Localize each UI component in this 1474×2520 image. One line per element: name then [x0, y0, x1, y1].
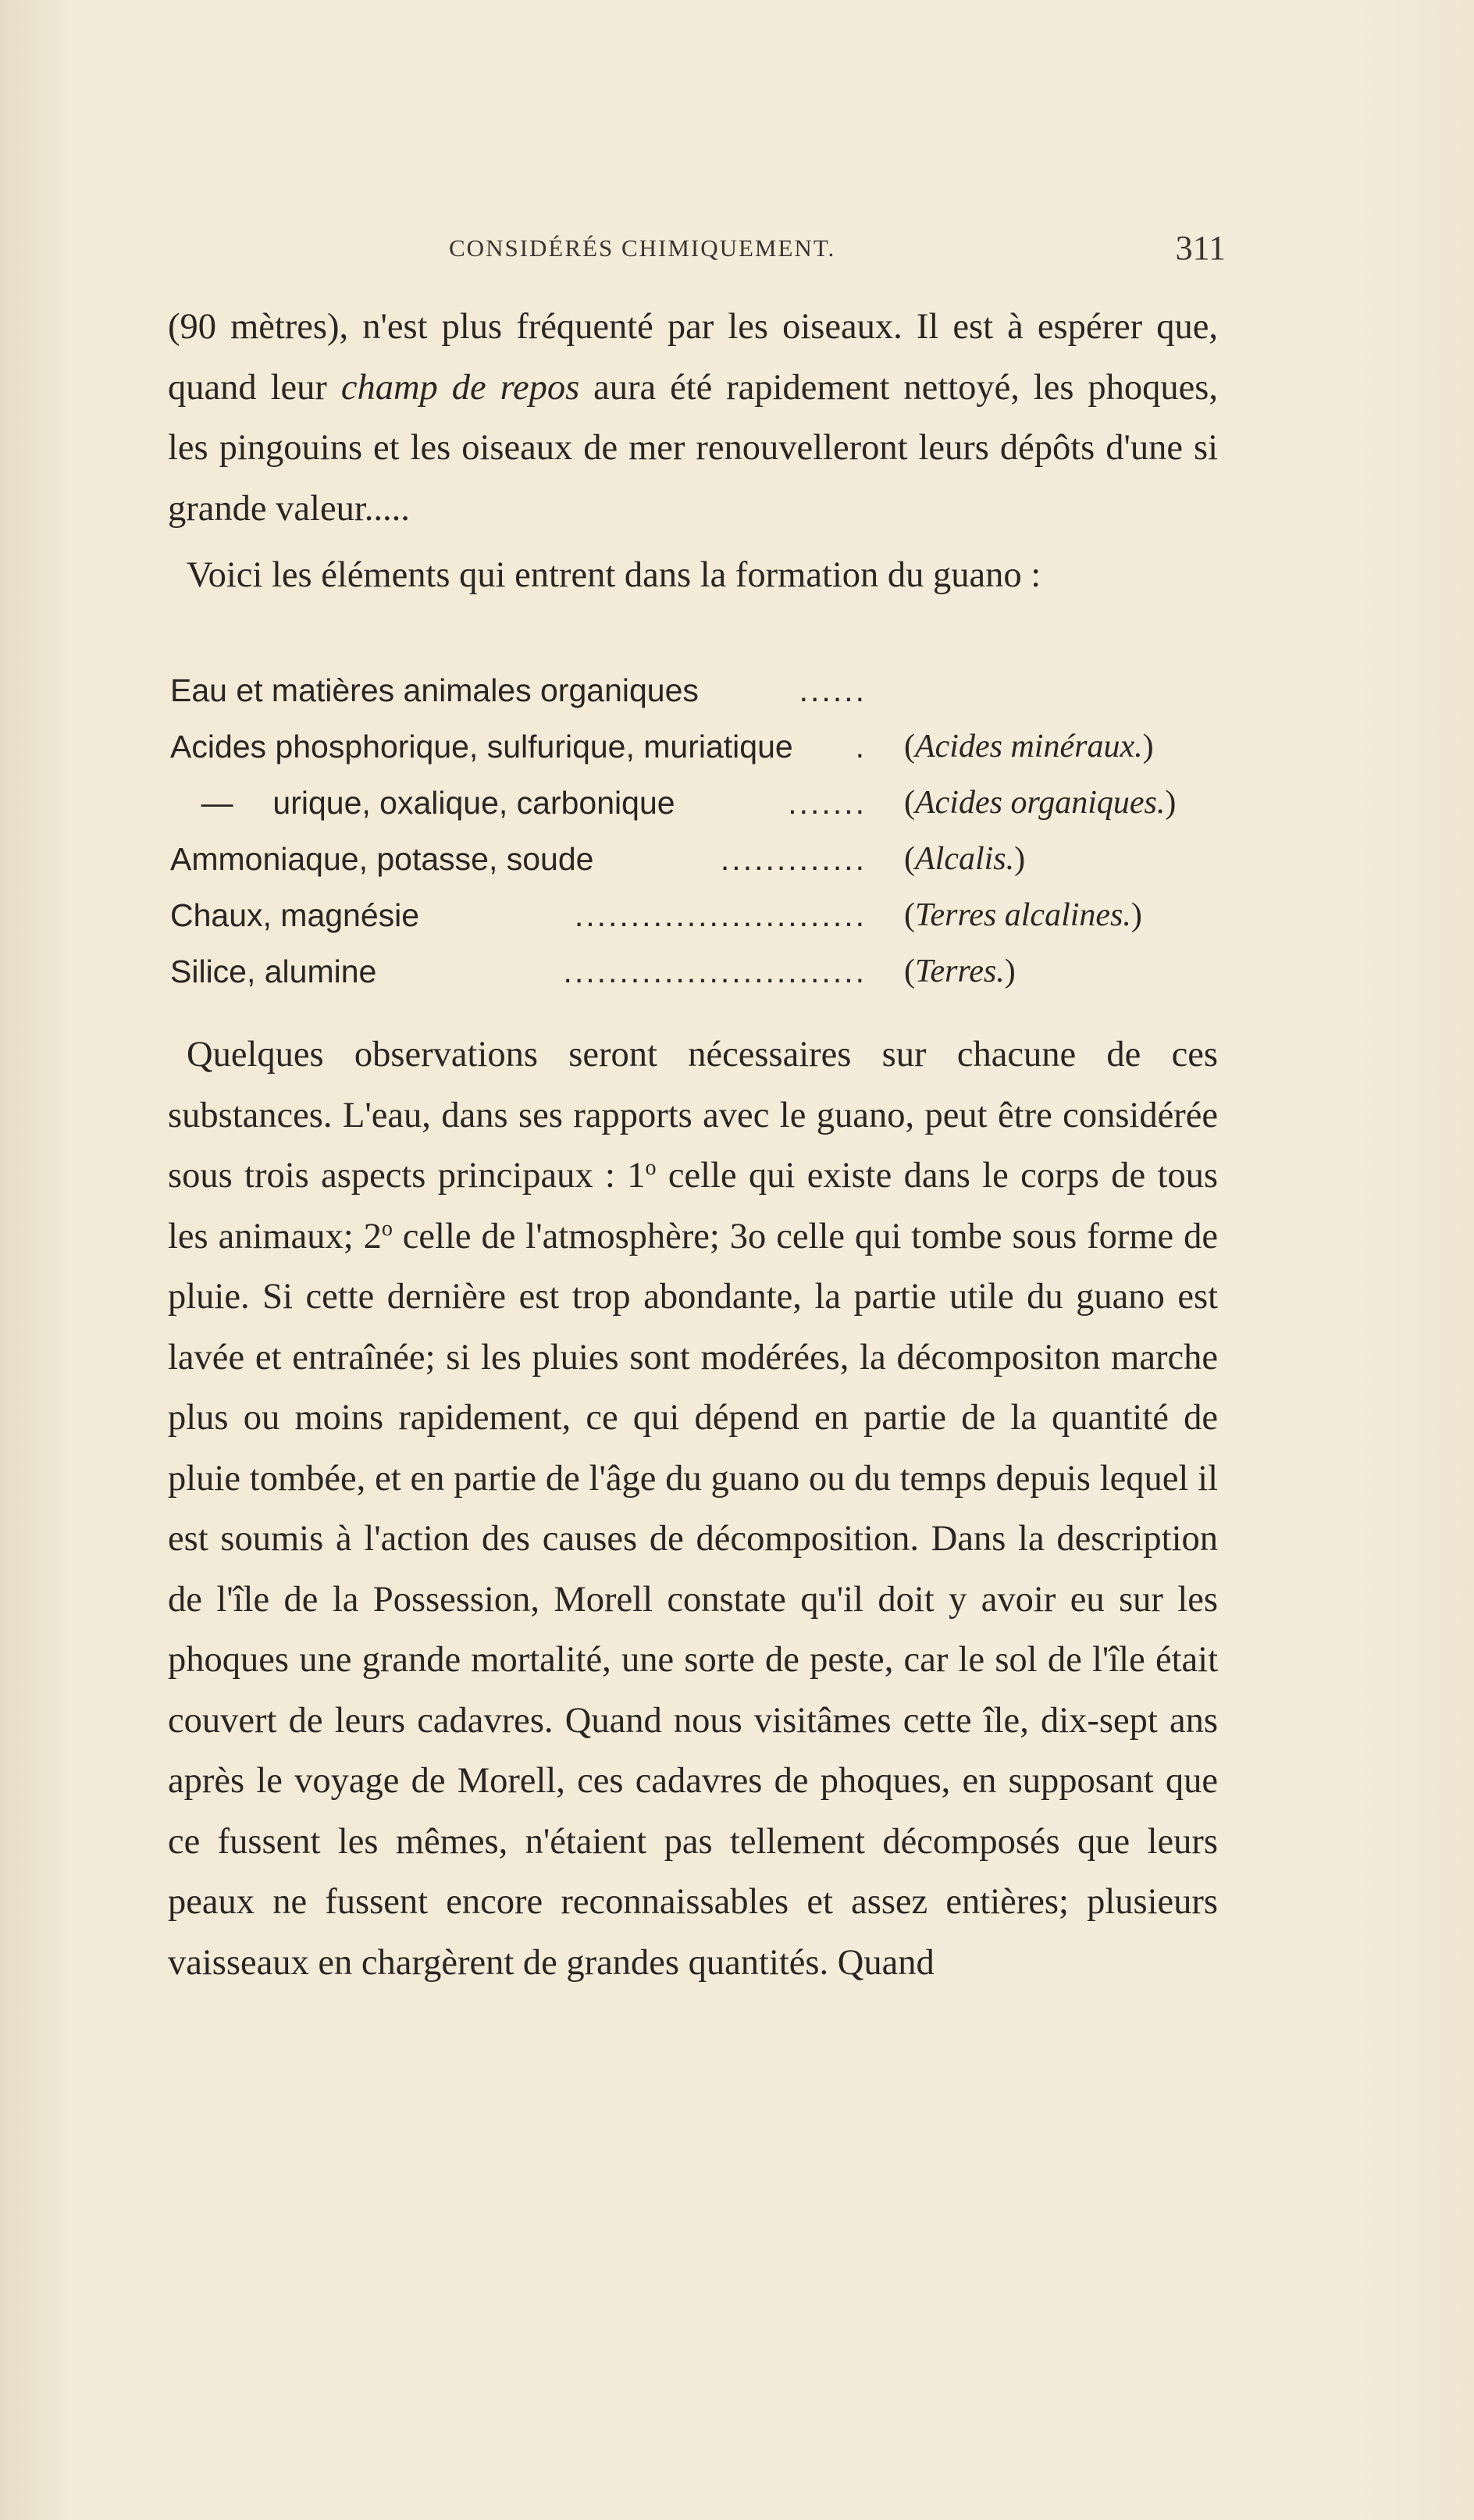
paragraph-intro: Voici les éléments qui entrent dans la formation du guano :	[187, 555, 1041, 595]
substance-label: Ammoniaque, potasse, soude	[170, 841, 594, 877]
paren-open: (	[904, 897, 915, 933]
substance-label: Chaux, magnésie	[170, 897, 420, 933]
class-label	[904, 718, 1154, 775]
paragraph-text: celle qui existe dans le corps de tous les animaux; 2	[168, 1156, 1218, 1256]
guano-elements-table	[170, 662, 1234, 1000]
ordinal-marker: o	[381, 1216, 393, 1241]
dot-leader: .	[855, 729, 867, 765]
page-number: 311	[1175, 229, 1226, 267]
class-name: Alcalis.	[915, 841, 1015, 877]
paren-close: )	[1004, 953, 1016, 989]
dot-leader: ..........................	[574, 897, 867, 933]
class-name: Acides minéraux.	[915, 729, 1143, 765]
class-label	[904, 887, 1142, 943]
substance-label: Eau et matières animales organiques	[170, 672, 699, 708]
table-row	[170, 775, 1234, 831]
class-name: Acides organiques.	[915, 785, 1166, 821]
ordinal-marker: o	[645, 1156, 657, 1180]
paren-open: (	[904, 785, 915, 821]
class-label	[904, 831, 1025, 887]
class-label	[904, 943, 1016, 1000]
ditto-dash: —	[201, 785, 233, 821]
paragraph-text: aura été rapidement nettoyé, les phoques, les pingouins et les oiseaux de mer renouvelleront leurs dépôts d'une si grande valeur.....	[168, 367, 1218, 529]
paren-close: )	[1165, 785, 1177, 821]
paragraph-text: celle de l'atmosphère; 3o celle qui tombe sous forme de pluie. Si cette dernière est trop abondante, la partie utile du guano est lavée et entraînée; si les pluies sont modérées, la décompositon marche plus ou moins rapidement, ce qui dépend en partie de la quantité de pluie tombée, et en partie de l'âge du guano ou du temps depuis lequel il est soumis à l'action des causes de décomposition. Dans la description de l'île de la Possession, Morell constate qu'il doit y avoir eu sur les phoques une grande mortalité, une sorte de peste, car le sol de l'île était couvert de leurs cadavres. Quand nous visitâmes cette île, dix-sept ans après le voyage de Morell, ces cadavres de phoques, en supposant que ce fussent les mêmes, n'étaient pas tellement décomposés que leurs peaux ne fussent encore reconnaissables et assez entières; plusieurs vaisseaux en chargèrent de grandes quantités. Quand	[168, 1216, 1218, 1983]
paren-close: )	[1142, 729, 1154, 765]
table-row	[170, 662, 1234, 718]
italic-phrase: champ de repos	[340, 367, 580, 408]
substance-text: urique, oxalique, carbonique	[272, 785, 675, 821]
dot-leader: ......	[799, 672, 867, 708]
paragraph-observations	[168, 1025, 1218, 1993]
paren-open: (	[904, 841, 915, 877]
page-header	[437, 229, 1226, 281]
class-name: Terres alcalines.	[915, 897, 1131, 933]
paragraph-text: (90 mètres), n'est plus fréquenté par les oiseaux. Il est à espérer que, quand leur	[168, 307, 1218, 408]
paren-close: )	[1014, 841, 1026, 877]
dot-leader: ...........................	[563, 953, 867, 989]
paren-open: (	[904, 953, 915, 989]
paragraph-continuation	[168, 297, 1218, 539]
class-label	[904, 775, 1176, 831]
table-row	[170, 831, 1234, 887]
dot-leader: .......	[788, 785, 867, 821]
paragraph-text: Quelques observations seront nécessaires sur chacune de ces substances. L'eau, dans ses rapports avec le guano, peut être considérée sous trois aspects principaux : 1	[168, 1035, 1218, 1196]
dot-leader: .............	[720, 841, 867, 877]
paren-close: )	[1130, 897, 1142, 933]
substance-label	[170, 775, 675, 831]
class-name: Terres.	[915, 953, 1005, 989]
substance-label: Acides phosphorique, sulfurique, muriatique	[170, 729, 793, 765]
table-row	[170, 887, 1234, 943]
paren-open: (	[904, 729, 915, 765]
table-row	[170, 943, 1234, 1000]
running-title: CONSIDÉRÉS CHIMIQUEMENT.	[449, 234, 836, 262]
substance-label: Silice, alumine	[170, 953, 377, 989]
table-row	[170, 718, 1234, 775]
